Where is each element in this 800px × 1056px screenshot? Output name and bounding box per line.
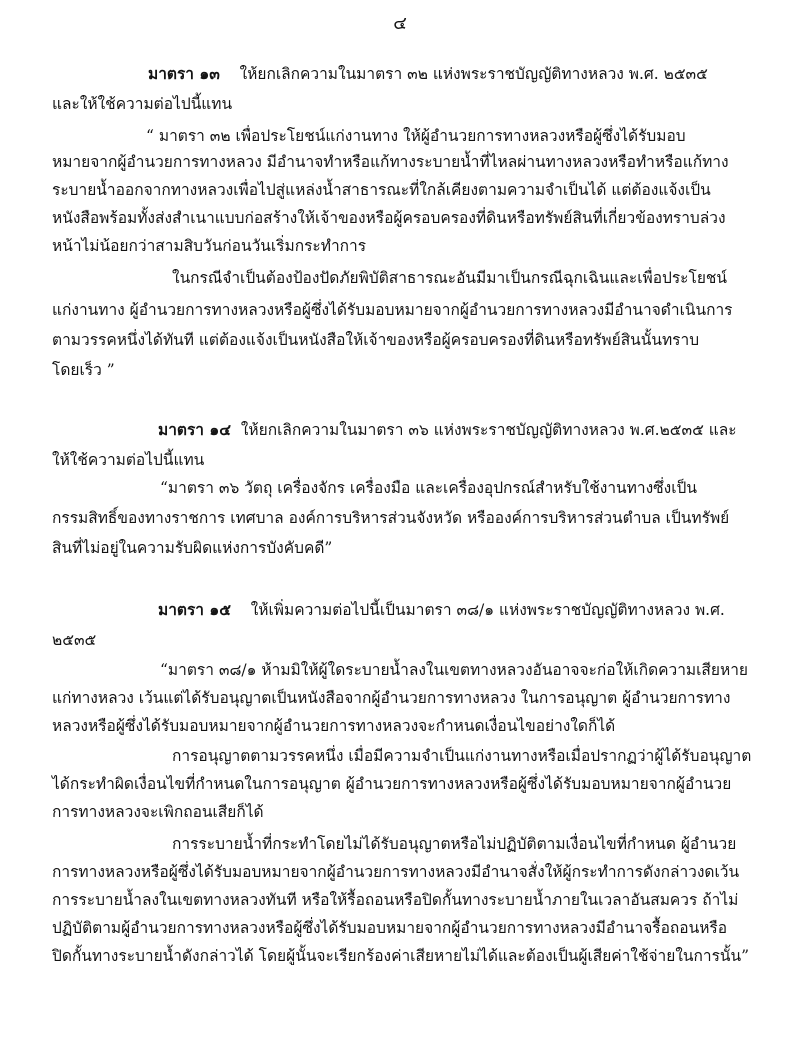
section-13-quote-4: หนังสือพร้อมทั้งส่งสำเนาแบบก่อสร้างให้เจ้าของหรือผู้ครอบครองที่ดินหรือทรัพย์สินที่เกี่ยวข้องทราบล่วง (52, 209, 726, 227)
section-14-intro (158, 420, 737, 440)
section-15-quote-4: การอนุญาตตามวรรคหนึ่ง เมื่อมีความจำเป็นแก่งานทางหรือเมื่อปรากฏว่าผู้ได้รับอนุญาต (172, 747, 752, 765)
section-15-quote-8: การทางหลวงหรือผู้ซึ่งได้รับมอบหมายจากผู้อำนวยการทางหลวงมีอำนาจสั่งให้ผู้กระทำการดังกล่าวงดเว้น (52, 863, 740, 881)
section-15-quote-11: ปิดกั้นทางระบายน้ำดังกล่าวได้ โดยผู้นั้นจะเรียกร้องค่าเสียหายไม่ได้และต้องเป็นผู้เสียค่าใช้จ่ายในการนั้น” (52, 947, 750, 965)
section-15-quote-3: หลวงหรือผู้ซึ่งได้รับมอบหมายจากผู้อำนวยการทางหลวงจะกำหนดเงื่อนไขอย่างใดก็ได้ (52, 717, 616, 735)
section-13-line-2: และให้ใช้ความต่อไปนี้แทน (52, 95, 233, 113)
section-15-quote-7: การระบายน้ำที่กระทำโดยไม่ได้รับอนุญาตหรือไม่ปฏิบัติตามเงื่อนไขที่กำหนด ผู้อำนวย (172, 835, 737, 853)
section-13-intro (148, 64, 708, 84)
section-15-quote-5: ได้กระทำผิดเงื่อนไขที่กำหนดในการอนุญาต ผู้อำนวยการทางหลวงหรือผู้ซึ่งได้รับมอบหมายจากผู้อำนวย (52, 775, 732, 793)
section-13-quote-2: หมายจากผู้อำนวยการทางหลวง มีอำนาจทำหรือแก้ทางระบายน้ำที่ไหลผ่านทางหลวงหรือทำหรือแก้ทาง (52, 153, 729, 171)
section-13-quote-9: โดยเร็ว ” (52, 361, 115, 379)
section-15-quote-2: แก่ทางหลวง เว้นแต่ได้รับอนุญาตเป็นหนังสือจากผู้อำนวยการทางหลวง ในการอนุญาต ผู้อำนวยการทาง (52, 689, 731, 707)
section-15-heading: มาตรา ๑๕ (158, 600, 231, 619)
section-14-line-2: ให้ใช้ความต่อไปนี้แทน (52, 451, 205, 469)
section-13-heading: มาตรา ๑๓ (148, 64, 220, 83)
section-13-quote-7: แก่งานทาง ผู้อำนวยการทางหลวงหรือผู้ซึ่งได้รับมอบหมายจากผู้อำนวยการทางหลวงมีอำนาจดำเนินการ (52, 301, 733, 319)
section-13-quote-8: ตามวรรคหนึ่งได้ทันที แต่ต้องแจ้งเป็นหนังสือให้เจ้าของหรือผู้ครอบครองที่ดินหรือทรัพย์สินนั้นทราบ (52, 331, 700, 349)
section-13-quote-5: หน้าไม่น้อยกว่าสามสิบวันก่อนวันเริ่มกระทำการ (52, 237, 367, 255)
section-15-quote-10: ปฏิบัติตามผู้อำนวยการทางหลวงหรือผู้ซึ่งได้รับมอบหมายจากผู้อำนวยการทางหลวงมีอำนาจรื้อถอนหรือ (52, 919, 728, 937)
section-14-quote-3: สินที่ไม่อยู่ในความรับผิดแห่งการบังคับคดี” (52, 539, 333, 557)
section-15-quote-1: “มาตรา ๓๘/๑ ห้ามมิให้ผู้ใดระบายน้ำลงในเขตทางหลวงอันอาจจะก่อให้เกิดความเสียหาย (160, 661, 748, 679)
section-15-quote-6: การทางหลวงจะเพิกถอนเสียก็ได้ (52, 803, 264, 821)
section-13-text: ให้ยกเลิกความในมาตรา ๓๒ แห่งพระราชบัญญัติทางหลวง พ.ศ. ๒๕๓๕ (239, 65, 708, 83)
section-15-line-2: ๒๕๓๕ (52, 631, 97, 649)
section-15-intro (158, 600, 725, 620)
section-13-quote-6: ในกรณีจำเป็นต้องป้องปัดภัยพิบัติสาธารณะอันมีมาเป็นกรณีฉุกเฉินและเพื่อประโยชน์ (172, 269, 728, 287)
section-14-heading: มาตรา ๑๔ (158, 420, 231, 439)
section-14-text: ให้ยกเลิกความในมาตรา ๓๖ แห่งพระราชบัญญัติทางหลวง พ.ศ.๒๕๓๕ และ (240, 421, 737, 439)
section-15-quote-9: การระบายน้ำลงในเขตทางหลวงทันที หรือให้รื้อถอนหรือปิดกั้นทางระบายน้ำภายในเวลาอันสมควร ถ้าไม่ (52, 891, 739, 909)
page-number: ๔ (393, 13, 407, 34)
section-14-quote-1: “มาตรา ๓๖ วัตถุ เครื่องจักร เครื่องมือ และเครื่องอุปกรณ์สำหรับใช้งานทางซึ่งเป็น (160, 479, 697, 497)
section-13-quote-3: ระบายน้ำออกจากทางหลวงเพื่อไปสู่แหล่งน้ำสาธารณะที่ใกล้เคียงตามความจำเป็นได้ แต่ต้องแจ้งเป็น (52, 181, 711, 199)
section-15-text: ให้เพิ่มความต่อไปนี้เป็นมาตรา ๓๘/๑ แห่งพระราชบัญญัติทางหลวง พ.ศ. (250, 601, 725, 619)
section-13-quote-1: “ มาตรา ๓๒ เพื่อประโยชน์แก่งานทาง ให้ผู้อำนวยการทางหลวงหรือผู้ซึ่งได้รับมอบ (146, 127, 686, 145)
section-14-quote-2: กรรมสิทธิ์ของทางราชการ เทศบาล องค์การบริหารส่วนจังหวัด หรือองค์การบริหารส่วนตำบล เป็นทรัพย์ (52, 509, 730, 527)
